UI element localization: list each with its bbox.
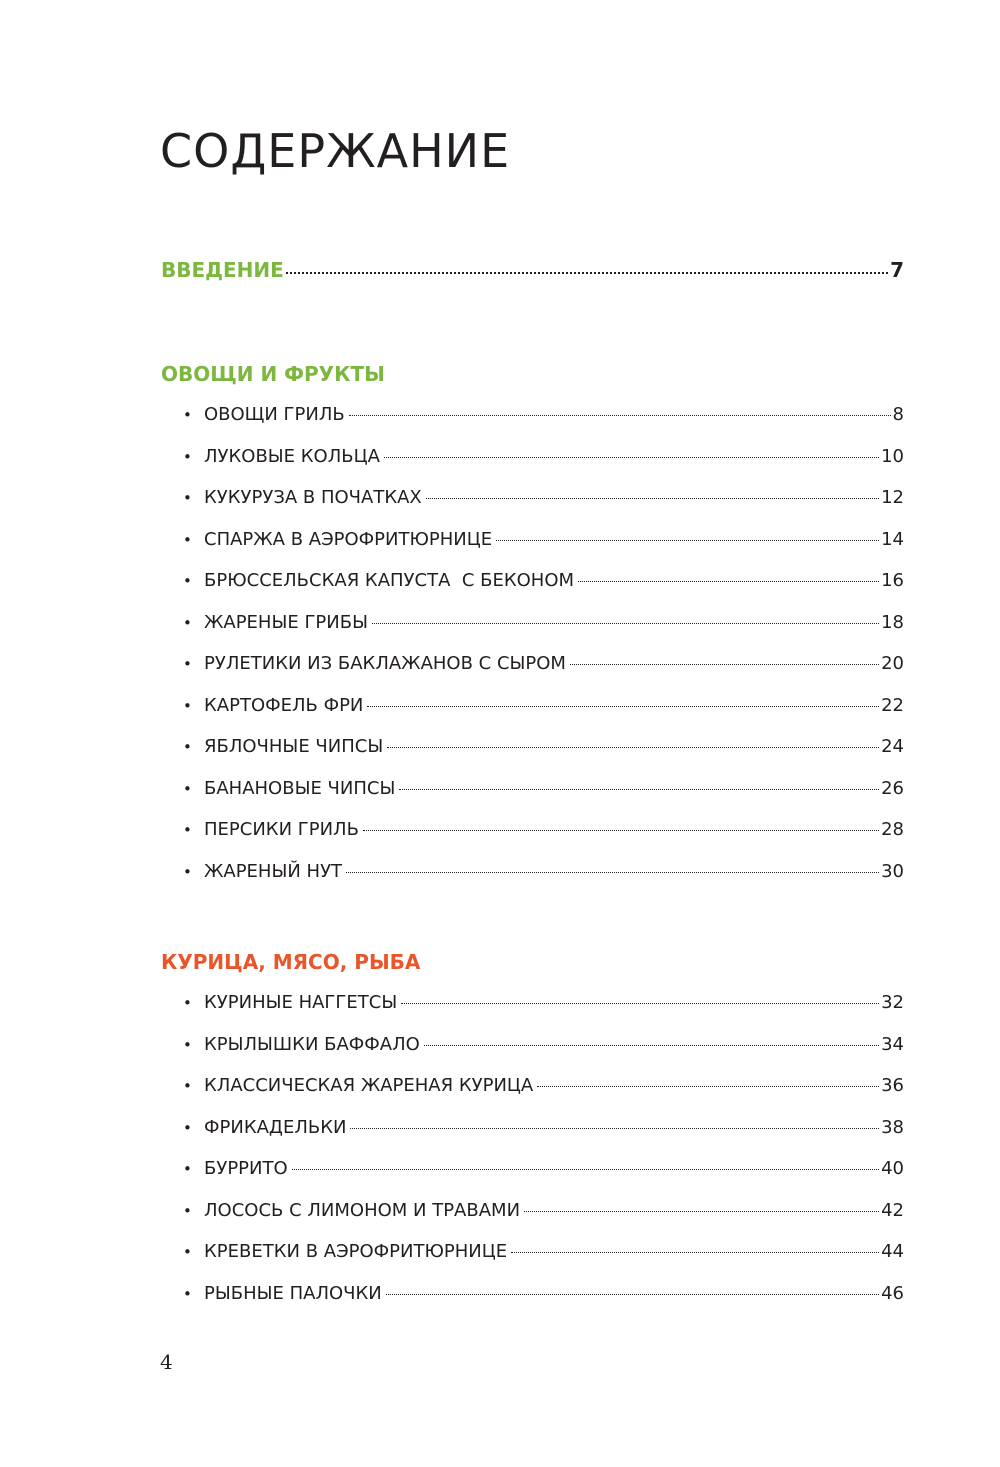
toc-entry[interactable] <box>183 1200 904 1224</box>
toc-entry[interactable] <box>183 487 904 511</box>
dot-leader <box>424 1045 879 1046</box>
toc-entry-page: 38 <box>881 1117 904 1138</box>
bullet: • <box>183 448 192 466</box>
toc-entry-page: 26 <box>881 778 904 799</box>
toc-entry-label: СПАРЖА В АЭРОФРИТЮРНИЦЕ <box>204 529 493 550</box>
dot-leader <box>350 1128 879 1129</box>
toc-entry-page: 40 <box>881 1158 904 1179</box>
toc-entry-page: 44 <box>881 1241 904 1262</box>
toc-entry-label: КУКУРУЗА В ПОЧАТКАХ <box>204 487 422 508</box>
dot-leader <box>570 664 879 665</box>
toc-entry-label: БРЮССЕЛЬСКАЯ КАПУСТА С БЕКОНОМ <box>204 570 575 591</box>
toc-entry-introduction[interactable] <box>161 258 904 282</box>
toc-entry-label: КАРТОФЕЛЬ ФРИ <box>204 695 364 716</box>
bullet: • <box>183 1119 192 1137</box>
toc-entry-label: РУЛЕТИКИ ИЗ БАКЛАЖАНОВ С СЫРОМ <box>204 653 566 674</box>
toc-entry-label: ФРИКАДЕЛЬКИ <box>204 1117 347 1138</box>
bullet: • <box>183 614 192 632</box>
dot-leader <box>537 1086 879 1087</box>
toc-entry-page: 46 <box>881 1283 904 1304</box>
toc-entry-label: КУРИНЫЕ НАГГЕТСЫ <box>204 992 398 1013</box>
toc-entry[interactable] <box>183 529 904 553</box>
toc-entry[interactable] <box>183 695 904 719</box>
section-heading-chicken-meat-fish: КУРИЦА, МЯСО, РЫБА <box>161 950 421 974</box>
dot-leader <box>578 581 879 582</box>
bullet: • <box>183 489 192 507</box>
toc-entry[interactable] <box>183 1283 904 1307</box>
toc-entry[interactable] <box>183 653 904 677</box>
toc-entry-label: БАНАНОВЫЕ ЧИПСЫ <box>204 778 396 799</box>
toc-entry[interactable] <box>183 992 904 1016</box>
toc-entry-label: ОВОЩИ ГРИЛЬ <box>204 404 345 425</box>
dot-leader <box>401 1003 879 1004</box>
dot-leader <box>349 415 891 416</box>
toc-entry[interactable] <box>183 1034 904 1058</box>
toc-entry[interactable] <box>183 819 904 843</box>
dot-leader <box>399 789 879 790</box>
toc-entry-page: 7 <box>890 258 904 282</box>
dot-leader <box>384 457 879 458</box>
toc-entry-label: КРЕВЕТКИ В АЭРОФРИТЮРНИЦЕ <box>204 1241 508 1262</box>
bullet: • <box>183 406 192 424</box>
toc-entry-page: 14 <box>881 529 904 550</box>
bullet: • <box>183 572 192 590</box>
bullet: • <box>183 994 192 1012</box>
toc-entry-label: КРЫЛЫШКИ БАФФАЛО <box>204 1034 420 1055</box>
bullet: • <box>183 655 192 673</box>
bullet: • <box>183 821 192 839</box>
toc-entry-label: РЫБНЫЕ ПАЛОЧКИ <box>204 1283 382 1304</box>
dot-leader <box>286 272 888 274</box>
dot-leader <box>346 872 879 873</box>
toc-entry[interactable] <box>183 1158 904 1182</box>
dot-leader <box>496 540 879 541</box>
toc-entry-page: 8 <box>892 404 904 425</box>
page-number: 4 <box>160 1350 173 1374</box>
bullet: • <box>183 863 192 881</box>
toc-entry-page: 10 <box>881 446 904 467</box>
section-heading-vegetables-fruits: ОВОЩИ И ФРУКТЫ <box>161 362 385 386</box>
toc-entry-label: ЛУКОВЫЕ КОЛЬЦА <box>204 446 380 467</box>
toc-entry-page: 36 <box>881 1075 904 1096</box>
toc-entry-label: БУРРИТО <box>204 1158 288 1179</box>
toc-entry-label: ПЕРСИКИ ГРИЛЬ <box>204 819 359 840</box>
page-title: СОДЕРЖАНИЕ <box>160 124 511 178</box>
toc-entry-page: 30 <box>881 861 904 882</box>
toc-entry-page: 16 <box>881 570 904 591</box>
dot-leader <box>426 498 879 499</box>
toc-entry[interactable] <box>183 861 904 885</box>
bullet: • <box>183 780 192 798</box>
toc-entry[interactable] <box>183 612 904 636</box>
toc-entry-page: 20 <box>881 653 904 674</box>
bullet: • <box>183 738 192 756</box>
bullet: • <box>183 1243 192 1261</box>
toc-entry-label: ЯБЛОЧНЫЕ ЧИПСЫ <box>204 736 384 757</box>
toc-entry[interactable] <box>183 1075 904 1099</box>
dot-leader <box>524 1211 879 1212</box>
toc-entry[interactable] <box>183 778 904 802</box>
toc-entry-label: КЛАССИЧЕСКАЯ ЖАРЕНАЯ КУРИЦА <box>204 1075 534 1096</box>
toc-entry[interactable] <box>183 1241 904 1265</box>
bullet: • <box>183 1077 192 1095</box>
toc-entry[interactable] <box>183 736 904 760</box>
toc-entry-page: 28 <box>881 819 904 840</box>
toc-entry-page: 24 <box>881 736 904 757</box>
toc-entry[interactable] <box>183 570 904 594</box>
toc-entry-label: ЖАРЕНЫЕ ГРИБЫ <box>204 612 368 633</box>
toc-entry-page: 12 <box>881 487 904 508</box>
dot-leader <box>511 1252 879 1253</box>
dot-leader <box>387 747 879 748</box>
bullet: • <box>183 1202 192 1220</box>
dot-leader <box>367 706 879 707</box>
dot-leader <box>372 623 879 624</box>
bullet: • <box>183 1160 192 1178</box>
toc-entry-label: ЖАРЕНЫЙ НУТ <box>204 861 343 882</box>
toc-entry[interactable] <box>183 446 904 470</box>
dot-leader <box>363 830 879 831</box>
dot-leader <box>386 1294 879 1295</box>
dot-leader <box>292 1169 879 1170</box>
toc-entry[interactable] <box>183 1117 904 1141</box>
toc-entry-page: 32 <box>881 992 904 1013</box>
bullet: • <box>183 1285 192 1303</box>
toc-entry-label: ЛОСОСЬ С ЛИМОНОМ И ТРАВАМИ <box>204 1200 521 1221</box>
bullet: • <box>183 697 192 715</box>
toc-entry-page: 18 <box>881 612 904 633</box>
bullet: • <box>183 531 192 549</box>
toc-entry-label: ВВЕДЕНИЕ <box>161 258 284 282</box>
toc-entry-page: 42 <box>881 1200 904 1221</box>
toc-entry-page: 22 <box>881 695 904 716</box>
toc-entry[interactable] <box>183 404 904 428</box>
bullet: • <box>183 1036 192 1054</box>
toc-entry-page: 34 <box>881 1034 904 1055</box>
